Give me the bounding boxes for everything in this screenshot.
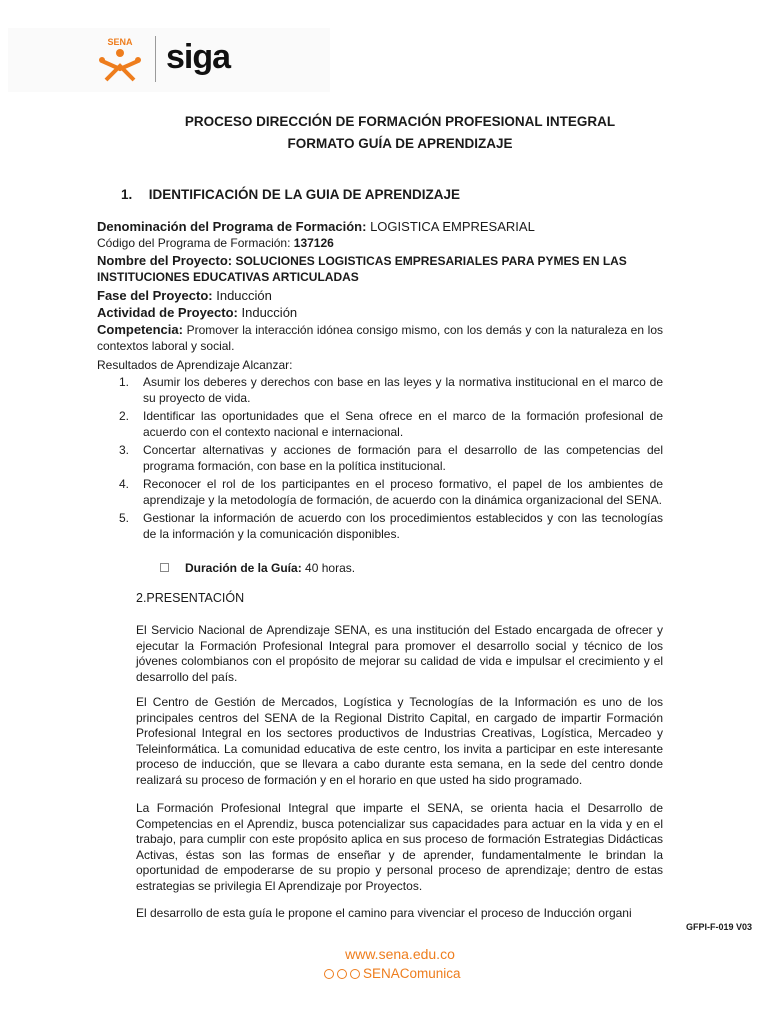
competencia-row (97, 322, 663, 354)
list-item (97, 442, 663, 474)
format-title: FORMATO GUÍA DE APRENDIZAJE (287, 136, 513, 151)
list-item-text: Identificar las oportunidades que el Sena ofrece en el marco de la formación profesional de acuerdo con el contexto nacional e internacional. (143, 409, 663, 439)
siga-logo: siga (166, 38, 231, 76)
list-item-number: 2. (119, 409, 130, 423)
presentacion-paragraph-4: El desarrollo de esta guía le propone el camino para vivenciar el proceso de Inducción organi (136, 906, 632, 920)
list-item-text: Reconocer el rol de los participantes en el proceso formativo, el papel de los ambientes de aprendizaje y la metodología de formación, de acuerdo con la dinámica organizacional del SENA. (143, 477, 663, 507)
duracion-value: 40 horas. (305, 561, 356, 575)
actividad-value: Inducción (241, 305, 298, 320)
section-heading-text: IDENTIFICACIÓN DE LA GUIA DE APRENDIZAJE (148, 187, 461, 202)
list-item-number: 5. (119, 511, 130, 525)
list-item-text: Gestionar la información de acuerdo con los procedimientos establecidos y con las tecnologías de la información y la comunicación disponibles. (143, 511, 663, 541)
presentacion-title: 2.PRESENTACIÓN (136, 591, 245, 605)
codigo-label: Código del Programa de Formación: (97, 236, 291, 250)
by-icon (337, 969, 347, 979)
programa-value: LOGISTICA EMPRESARIAL (370, 219, 535, 234)
document-id: GFPI-F-019 V03 (686, 922, 753, 932)
footer-social-handle: SENAComunica (363, 966, 461, 981)
list-item-text: Asumir los deberes y derechos con base en las leyes y la normativa institucional en el marco de su proyecto de vida. (143, 375, 663, 405)
programa-label: Denominación del Programa de Formación: (97, 219, 367, 234)
list-item-number: 3. (119, 443, 130, 457)
list-item (97, 510, 663, 542)
list-item (97, 408, 663, 440)
proyecto-value: SOLUCIONES LOGISTICAS EMPRESARIALES PARA PYMES EN LAS INSTITUCIONES EDUCATIVAS ARTICULADAS (97, 254, 627, 284)
codigo-row (97, 235, 663, 251)
duracion-label: Duración de la Guía: (185, 561, 302, 575)
actividad-label: Actividad de Proyecto: (97, 305, 238, 320)
codigo-value: 137126 (293, 236, 334, 250)
programa-row (97, 219, 663, 235)
competencia-label: Competencia: (97, 322, 183, 337)
sena-logo-icon (96, 36, 144, 82)
resultados-list (97, 374, 663, 544)
presentacion-paragraph-1: El Servicio Nacional de Aprendizaje SENA, es una institución del Estado encargada de ofrecer y ejecutar la Formación Profesional Integral para promover el desarrollo social y técnico de los jóvenes colombianos con el propósito de mejorar su calidad de vida e impulsar el crecimiento y el desarrollo del país. (136, 623, 663, 684)
fase-value: Inducción (216, 288, 272, 303)
creative-commons-icon (324, 969, 334, 979)
footer-url[interactable]: www.sena.edu.co (345, 946, 455, 962)
footer-social[interactable] (324, 966, 461, 981)
section-number: 1. (121, 187, 133, 202)
section-heading (121, 187, 460, 202)
list-item (97, 374, 663, 406)
duracion-row (160, 561, 355, 575)
competencia-value: Promover la interacción idónea consigo mismo, con los demás y con la naturaleza en los contextos laboral y social. (97, 323, 663, 353)
logo-divider (155, 36, 156, 82)
resultados-label: Resultados de Aprendizaje Alcanzar: (97, 358, 293, 372)
actividad-row (97, 305, 663, 321)
sena-logo-text: SENA (107, 37, 133, 47)
proyecto-row (97, 253, 663, 285)
list-item-text: Concertar alternativas y acciones de formación para el desarrollo de las competencias del programa formación, con base en la política institucional. (143, 443, 663, 473)
proyecto-label: Nombre del Proyecto: (97, 253, 233, 268)
presentacion-paragraph-3: La Formación Profesional Integral que imparte el SENA, se orienta hacia el Desarrollo de Competencias en el Aprendiz, busca potencializar sus capacidades para actuar en la vida y en el trabajo, para cumplir con este propósito aplica en sus proceso de formación Estrategias Didácticas Activas, éstas son las formas de enseñar y de aprender, fundamentalmente le brindan la oportunidad de empoderarse de su propio y personal proceso de aprendizaje; dentro de estas estrategias se privilegia El Aprendizaje por Proyectos. (136, 801, 663, 893)
list-item-number: 4. (119, 477, 130, 491)
fase-label: Fase del Proyecto: (97, 288, 213, 303)
process-title: PROCESO DIRECCIÓN DE FORMACIÓN PROFESIONAL INTEGRAL (184, 114, 616, 129)
checkbox-icon (160, 563, 169, 572)
fase-row (97, 288, 663, 304)
presentacion-paragraph-2: El Centro de Gestión de Mercados, Logística y Tecnologías de la Información es uno de los principales centros del SENA de la Regional Distrito Capital, en cargado de impartir Formación Profesional Integral en los sectores productivos de Industrias Creativas, Logística, Mercadeo y Teleinformática. La comunidad educativa de este centro, los invita a participar en este interesante proceso de inducción, que se llevara a cabo durante esta semana, en la sede del centro donde realizará su proceso de formación y en el horario en que usted ha sido programado. (136, 695, 663, 787)
list-item-number: 1. (119, 375, 130, 389)
info-icon (350, 969, 360, 979)
list-item (97, 476, 663, 508)
